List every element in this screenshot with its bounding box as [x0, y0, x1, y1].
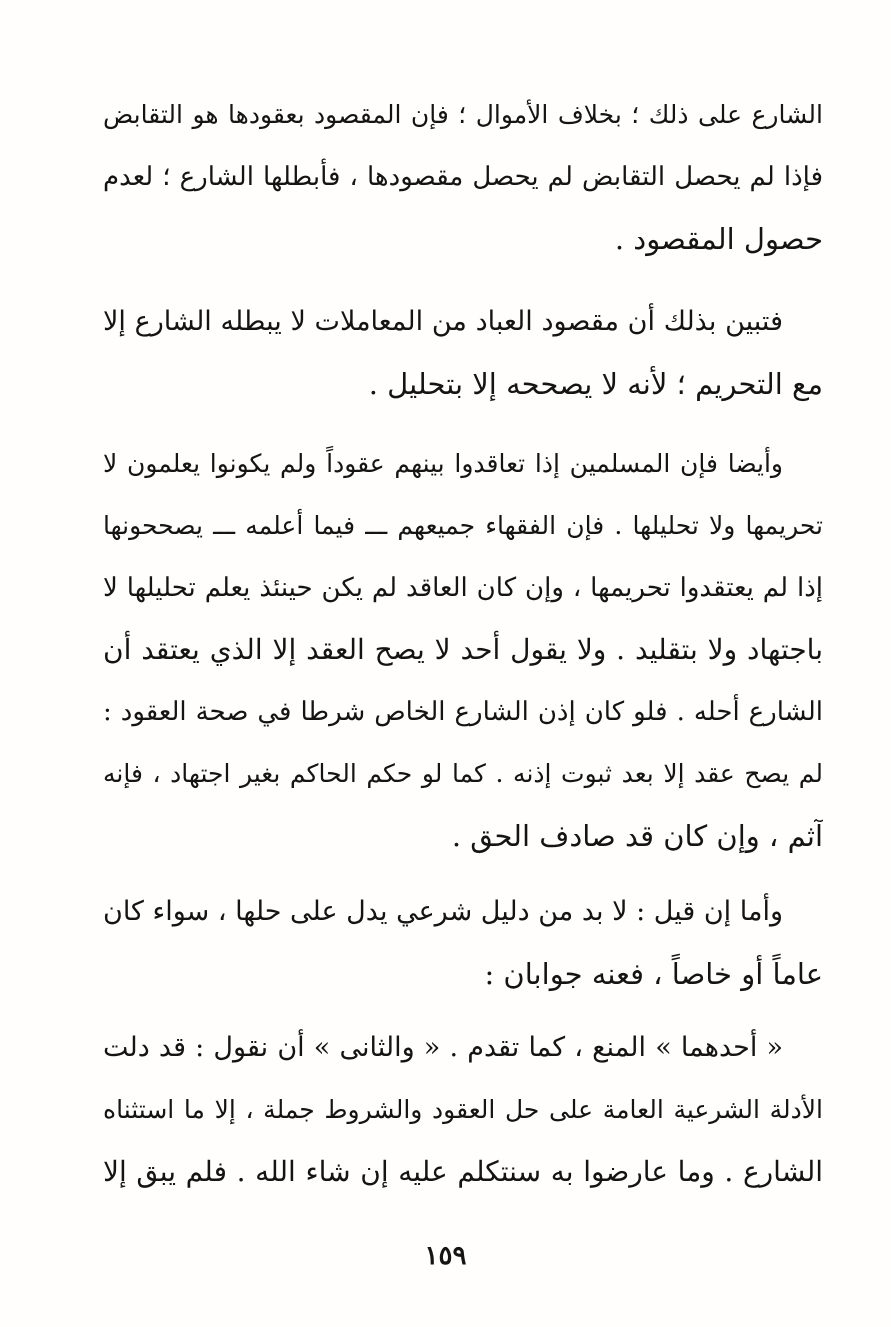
text-line: الشارع . وما عارضوا به سنتكلم عليه إن شاء الله . فلم يبق إلا [103, 1155, 823, 1188]
text-line: عاماً أو خاصاً ، فعنه جوابان : [484, 957, 823, 991]
page-number: ١٥٩ [424, 1241, 467, 1271]
paragraph-3 [103, 433, 823, 867]
paragraph-2 [103, 291, 823, 415]
text-line: وأما إن قيل : لا بد من دليل شرعي يدل على حلها ، سواء كان [103, 896, 783, 927]
text-line: فتبين بذلك أن مقصود العباد من المعاملات لا يبطله الشارع إلا [103, 306, 783, 337]
text-line: إذا لم يعتقدوا تحريمها ، وإن كان العاقد لم يكن حينئذ يعلم تحليلها لا [103, 573, 823, 603]
paragraph-5 [103, 1017, 823, 1203]
paragraph-1 [103, 84, 823, 270]
text-line: لم يصح عقد إلا بعد ثبوت إذنه . كما لو حكم الحاكم بغير اجتهاد ، فإنه [103, 759, 823, 788]
text-line: مع التحريم ؛ لأنه لا يصححه إلا بتحليل . [368, 367, 823, 401]
text-line: « أحدهما » المنع ، كما تقدم . « والثانى » أن نقول : قد دلت [103, 1032, 783, 1063]
text-line: الشارع على ذلك ؛ بخلاف الأموال ؛ فإن المقصود بعقودها هو التقابض [103, 100, 823, 129]
text-line: آثم ، وإن كان قد صادف الحق . [451, 819, 823, 853]
text-line: فإذا لم يحصل التقابض لم يحصل مقصودها ، فأبطلها الشارع ؛ لعدم [103, 162, 823, 192]
text-line: تحريمها ولا تحليلها . فإن الفقهاء جميعهم ـــ فيما أعلمه ـــ يصححونها [103, 511, 823, 540]
text-line: باجتهاد ولا بتقليد . ولا يقول أحد لا يصح العقد إلا الذي يعتقد أن [103, 633, 823, 666]
text-line: الشارع أحله . فلو كان إذن الشارع الخاص شرطا في صحة العقود : [103, 697, 823, 727]
text-line: حصول المقصود . [614, 222, 823, 256]
text-line: وأيضا فإن المسلمين إذا تعاقدوا بينهم عقوداً ولم يكونوا يعلمون لا [103, 449, 783, 478]
text-line: الأدلة الشرعية العامة على حل العقود والشروط جملة ، إلا ما استثناه [103, 1095, 823, 1124]
paragraph-4 [103, 881, 823, 1005]
